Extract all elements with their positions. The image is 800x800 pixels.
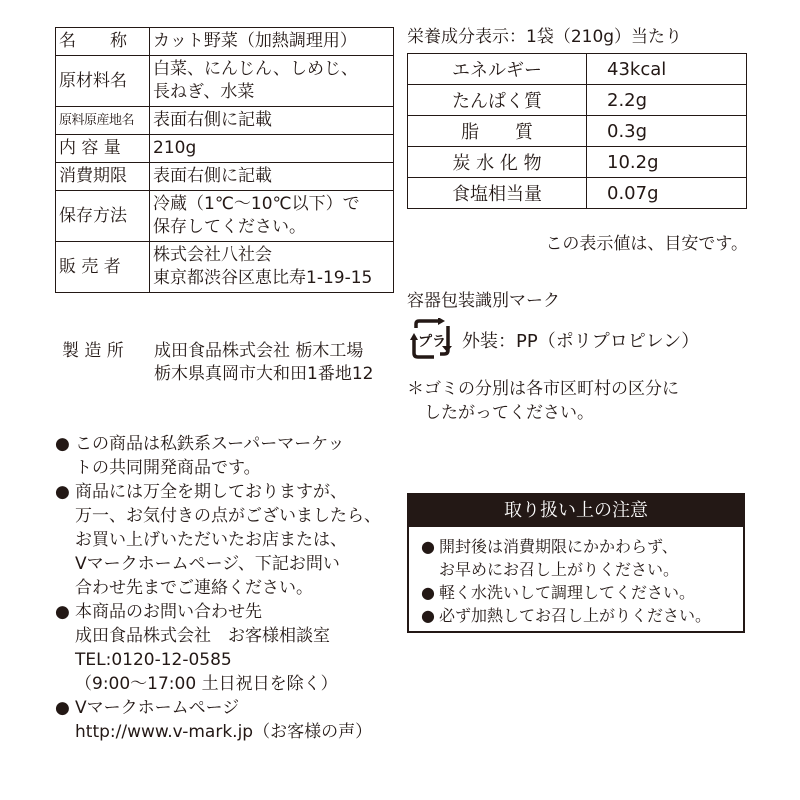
product-row [56, 163, 394, 191]
manufacturer-line: 成田食品株式会社 栃木工場 [154, 341, 364, 361]
nutrition-row [408, 147, 747, 178]
nutrition-label: エネルギー [408, 54, 587, 85]
handling-caution-box [407, 493, 745, 633]
nutrition-table [407, 53, 747, 209]
nutrition-label: 脂 質 [408, 116, 587, 147]
note-line: 成田食品株式会社 お客様相談室 [75, 626, 330, 646]
manufacturer-address [154, 340, 373, 386]
product-row-label: 原料原産地名 [56, 107, 150, 135]
nutrition-label: たんぱく質 [408, 85, 587, 116]
garbage-note-line: ＊ゴミの分別は各市区町村の区分に [407, 379, 679, 399]
product-row-value: 冷蔵（1℃〜10℃以下）で 保存してください。 [150, 191, 394, 242]
product-row [56, 242, 394, 293]
product-notes [55, 432, 395, 744]
note-line: ● 本商品のお問い合わせ先 [75, 602, 262, 622]
nutrition-label: 食塩相当量 [408, 178, 587, 209]
product-row [56, 191, 394, 242]
garbage-separation-note [407, 377, 679, 425]
product-row-value: 210g [150, 135, 394, 163]
product-row-label: 販 売 者 [56, 242, 150, 293]
caution-line: お早めにお召し上がりください。 [439, 560, 680, 579]
note-line: お買い上げいただいたお店または、 [75, 530, 347, 550]
note-line: http://www.v-mark.jp（お客様の声） [75, 722, 373, 742]
product-row-value: 表面右側に記載 [150, 163, 394, 191]
nutrition-value: 43kcal [587, 54, 747, 85]
note-item [55, 480, 395, 600]
note-line: 万一、お気付きの点がございましたら、 [75, 506, 381, 526]
nutrition-value: 0.07g [587, 178, 747, 209]
note-line: Vマークホームページ、下記お問い [75, 554, 340, 574]
nutrition-value: 10.2g [587, 147, 747, 178]
nutrition-note: この表示値は、目安です。 [545, 234, 748, 254]
note-line: ● Vマークホームページ [75, 698, 240, 718]
caution-line: ● 必ず加熱してお召し上がりください。 [439, 606, 712, 625]
product-row [56, 107, 394, 135]
pla-recycle-icon [408, 318, 456, 360]
product-row-value: 表面右側に記載 [150, 107, 394, 135]
caution-line: ● 軽く水洗いして調理してください。 [439, 583, 696, 602]
packaging-material: 外装：PP（ポリプロピレン） [462, 331, 700, 352]
pla-icon-label: プラ [418, 334, 446, 350]
note-item [55, 696, 395, 744]
product-row-label: 保存方法 [56, 191, 150, 242]
product-row-label: 名 称 [56, 28, 150, 56]
product-row [56, 135, 394, 163]
nutrition-value: 0.3g [587, 116, 747, 147]
note-line: ● 商品には万全を期しておりますが、 [75, 482, 347, 502]
garbage-note-line: したがってください。 [407, 403, 594, 423]
note-item [55, 600, 395, 696]
product-row-label: 消費期限 [56, 163, 150, 191]
recycle-mark-title: 容器包装識別マーク [407, 291, 560, 311]
nutrition-heading: 栄養成分表示：1袋（210g）当たり [407, 27, 683, 47]
caution-line: ● 開封後は消費期限にかかわらず、 [439, 537, 678, 556]
manufacturer-label: 製 造 所 [62, 341, 124, 361]
note-line: （9:00〜17:00 土日祝日を除く） [75, 674, 338, 694]
note-line: TEL:0120-12-0585 [75, 650, 232, 670]
note-line: トの共同開発商品です。 [75, 458, 261, 478]
product-row-label: 原材料名 [56, 56, 150, 107]
product-row-value: 白菜、にんじん、しめじ、 長ねぎ、水菜 [150, 56, 394, 107]
product-info-table [55, 27, 394, 293]
manufacturer-line: 栃木県真岡市大和田1番地12 [154, 364, 374, 384]
nutrition-label: 炭 水 化 物 [408, 147, 587, 178]
nutrition-row [408, 178, 747, 209]
caution-item [421, 535, 743, 581]
nutrition-value: 2.2g [587, 85, 747, 116]
caution-list [421, 535, 743, 627]
product-row-label: 内 容 量 [56, 135, 150, 163]
nutrition-row [408, 54, 747, 85]
caution-item [421, 581, 743, 604]
note-line: ● この商品は私鉄系スーパーマーケッ [75, 434, 345, 454]
product-row [56, 28, 394, 56]
note-item [55, 432, 395, 480]
caution-title: 取り扱い上の注意 [409, 495, 743, 527]
product-row-value: カット野菜（加熱調理用） [150, 28, 394, 56]
product-row [56, 56, 394, 107]
nutrition-row [408, 85, 747, 116]
product-row-value: 株式会社八社会 東京都渋谷区恵比寿1-19-15 [150, 242, 394, 293]
note-line: 合わせ先までご連絡ください。 [75, 578, 313, 598]
caution-item [421, 604, 743, 627]
nutrition-row [408, 116, 747, 147]
